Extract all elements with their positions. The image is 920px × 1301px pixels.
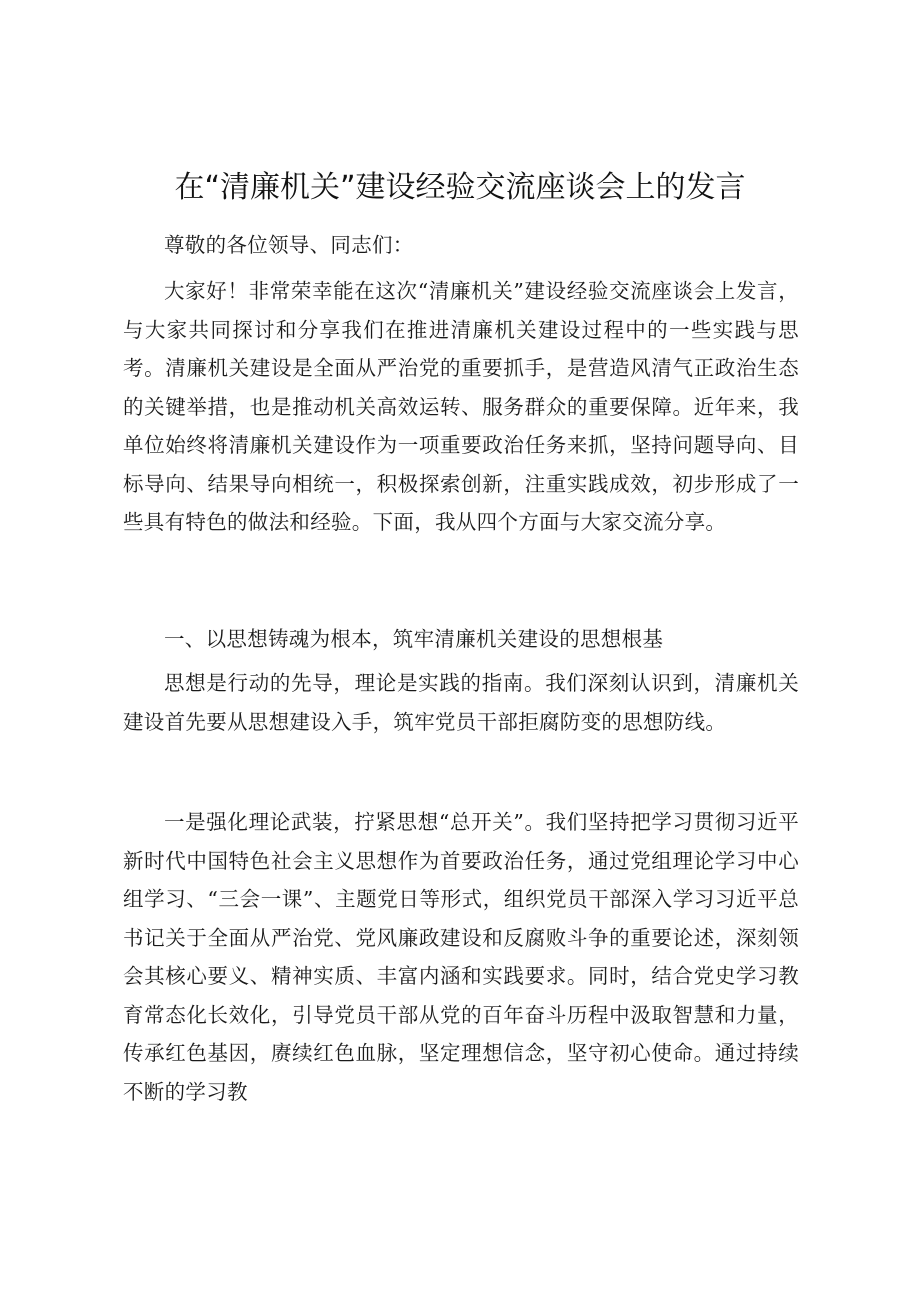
salutation: 尊敬的各位领导、同志们：	[164, 233, 414, 257]
document-title: 在“清廉机关”建设经验交流座谈会上的发言	[174, 170, 746, 205]
paragraph-intro: 大家好！非常荣幸能在这次“清廉机关”建设经验交流座谈会上发言，与大家共同探讨和分享我们在推进清廉机关建设过程中的一些实践与思考。清廉机关建设是全面从严治党的重要抓手，是营造风清气正政治生态的关键举措，也是推动机关高效运转、服务群众的重要保障。近年来，我单位始终将清廉机关建设作为一项重要政治任务来抓，坚持问题导向、目标导向、结果导向相统一，积极探索创新，注重实践成效，初步形成了一些具有特色的做法和经验。下面，我从四个方面与大家交流分享。	[123, 279, 799, 534]
section-heading-1: 一、以思想铸魂为根本，筑牢清廉机关建设的思想根基	[164, 627, 664, 651]
paragraph-section-1-intro: 思想是行动的先导，理论是实践的指南。我们深刻认识到，清廉机关建设首先要从思想建设入手，筑牢党员干部拒腐防变的思想防线。	[123, 671, 799, 734]
paragraph-point-1: 一是强化理论武装，拧紧思想“总开关”。我们坚持把学习贯彻习近平新时代中国特色社会主义思想作为首要政治任务，通过党组理论学习中心组学习、“三会一课”、主题党日等形式，组织党员干部深入学习习近平总书记关于全面从严治党、党风廉政建设和反腐败斗争的重要论述，深刻领会其核心要义、精神实质、丰富内涵和实践要求。同时，结合党史学习教育常态化长效化，引导党员干部从党的百年奋斗历程中汲取智慧和力量，传承红色基因，赓续红色血脉，坚定理想信念，坚守初心使命。通过持续不断的学习教	[123, 810, 799, 1104]
